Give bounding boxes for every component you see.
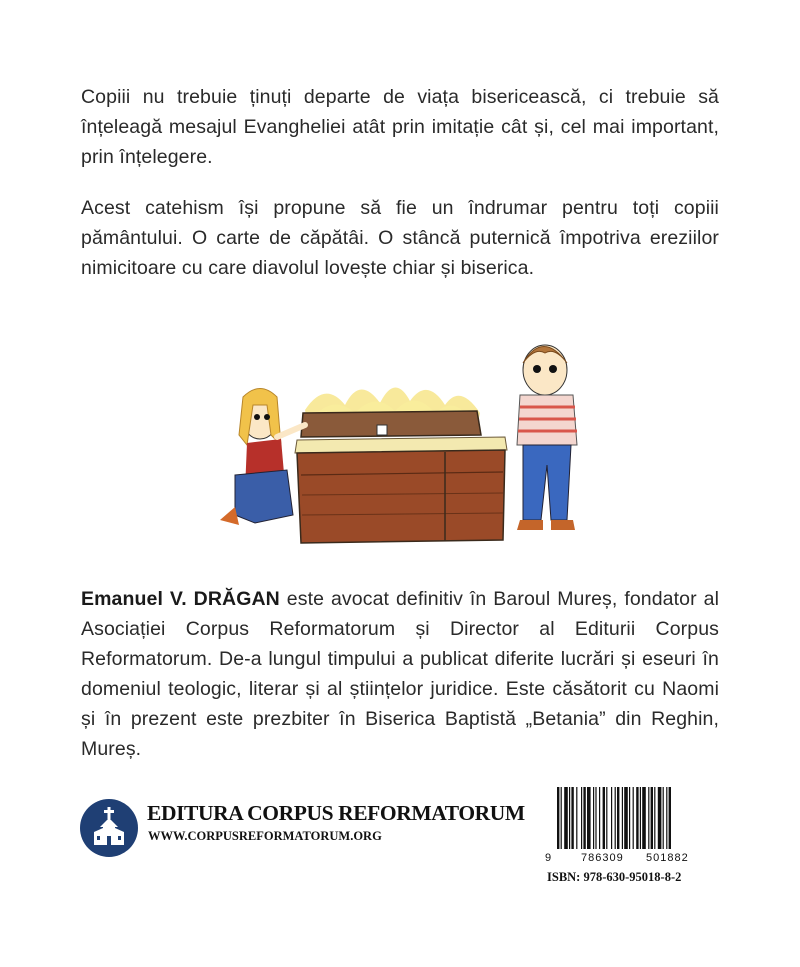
barcode-bar bbox=[561, 787, 562, 849]
isbn-barcode bbox=[543, 785, 715, 865]
publisher-url: WWW.CORPUSREFORMATORUM.ORG bbox=[148, 829, 382, 843]
barcode-bar bbox=[569, 787, 570, 849]
barcode-bar bbox=[615, 787, 616, 849]
barcode-bar bbox=[640, 787, 641, 849]
barcode-bar bbox=[581, 787, 582, 849]
barcode-bar bbox=[611, 787, 612, 849]
barcode-bar bbox=[629, 787, 630, 849]
author-name: Emanuel V. DRĂGAN bbox=[81, 588, 280, 610]
barcode-bar bbox=[624, 787, 628, 849]
barcode-digit-first: 9 bbox=[545, 852, 552, 864]
barcode-bar bbox=[595, 787, 596, 849]
barcode-bar bbox=[648, 787, 649, 849]
church-icon bbox=[80, 799, 138, 857]
barcode-bar bbox=[663, 787, 664, 849]
barcode-bar bbox=[557, 787, 559, 849]
barcode-bar bbox=[633, 787, 634, 849]
children-treasure-chest-illustration bbox=[205, 325, 595, 550]
barcode-bar bbox=[622, 787, 623, 849]
intro-paragraph: Copiii nu trebuie ținuți departe de viața bisericească, ci trebuie să înțeleagă mesajul Evangheliei atât prin imitație cât și, cel mai important, prin înțelegere. bbox=[81, 86, 719, 168]
barcode-bar bbox=[606, 787, 607, 849]
author-bio: este avocat definitiv în Baroul Mureș, fondator al Asociației Corpus Reformatorum și Director al Editurii Corpus Reformatorum. De-a lungul timpului a publicat diferite lucrări și eseuri în domeniul teologic, literar și al științelor juridice. Este căsătorit cu Naomi și în prezent este prezbiter în Biserica Baptistă „Betania” din Reghin, Mureș. bbox=[81, 588, 719, 760]
barcode-bar bbox=[654, 787, 655, 849]
barcode-bar bbox=[593, 787, 594, 849]
barcode-bar bbox=[636, 787, 638, 849]
barcode-bar bbox=[599, 787, 600, 849]
boy-figure bbox=[517, 345, 577, 530]
barcode-bar bbox=[642, 787, 646, 849]
barcode-bar bbox=[658, 787, 662, 849]
barcode-bar bbox=[587, 787, 591, 849]
barcode-bar bbox=[651, 787, 653, 849]
barcode-bar bbox=[603, 787, 605, 849]
author-paragraph bbox=[81, 584, 719, 764]
treasure-chest bbox=[295, 411, 507, 543]
barcode-bar bbox=[669, 787, 671, 849]
barcode-bar bbox=[564, 787, 568, 849]
publisher-name: EDITURA CORPUS REFORMATORUM bbox=[147, 801, 525, 825]
barcode-bar bbox=[576, 787, 577, 849]
barcode-bars bbox=[557, 787, 671, 849]
barcode-bar bbox=[617, 787, 619, 849]
barcode-digits-right: 501882 bbox=[646, 852, 689, 864]
barcode-bar bbox=[571, 787, 573, 849]
barcode-bar bbox=[583, 787, 585, 849]
barcode-digits-left: 786309 bbox=[581, 852, 624, 864]
purpose-paragraph: Acest catehism își propune să fie un îndrumar pentru toți copiii pământului. O carte de căpătâi. O stâncă puternică împotriva ereziilor nimicitoare cu care diavolul lovește chiar și biserica. bbox=[81, 197, 719, 279]
isbn-number: ISBN: 978-630-95018-8-2 bbox=[547, 870, 682, 884]
barcode-bar bbox=[666, 787, 667, 849]
girl-figure bbox=[220, 389, 305, 526]
